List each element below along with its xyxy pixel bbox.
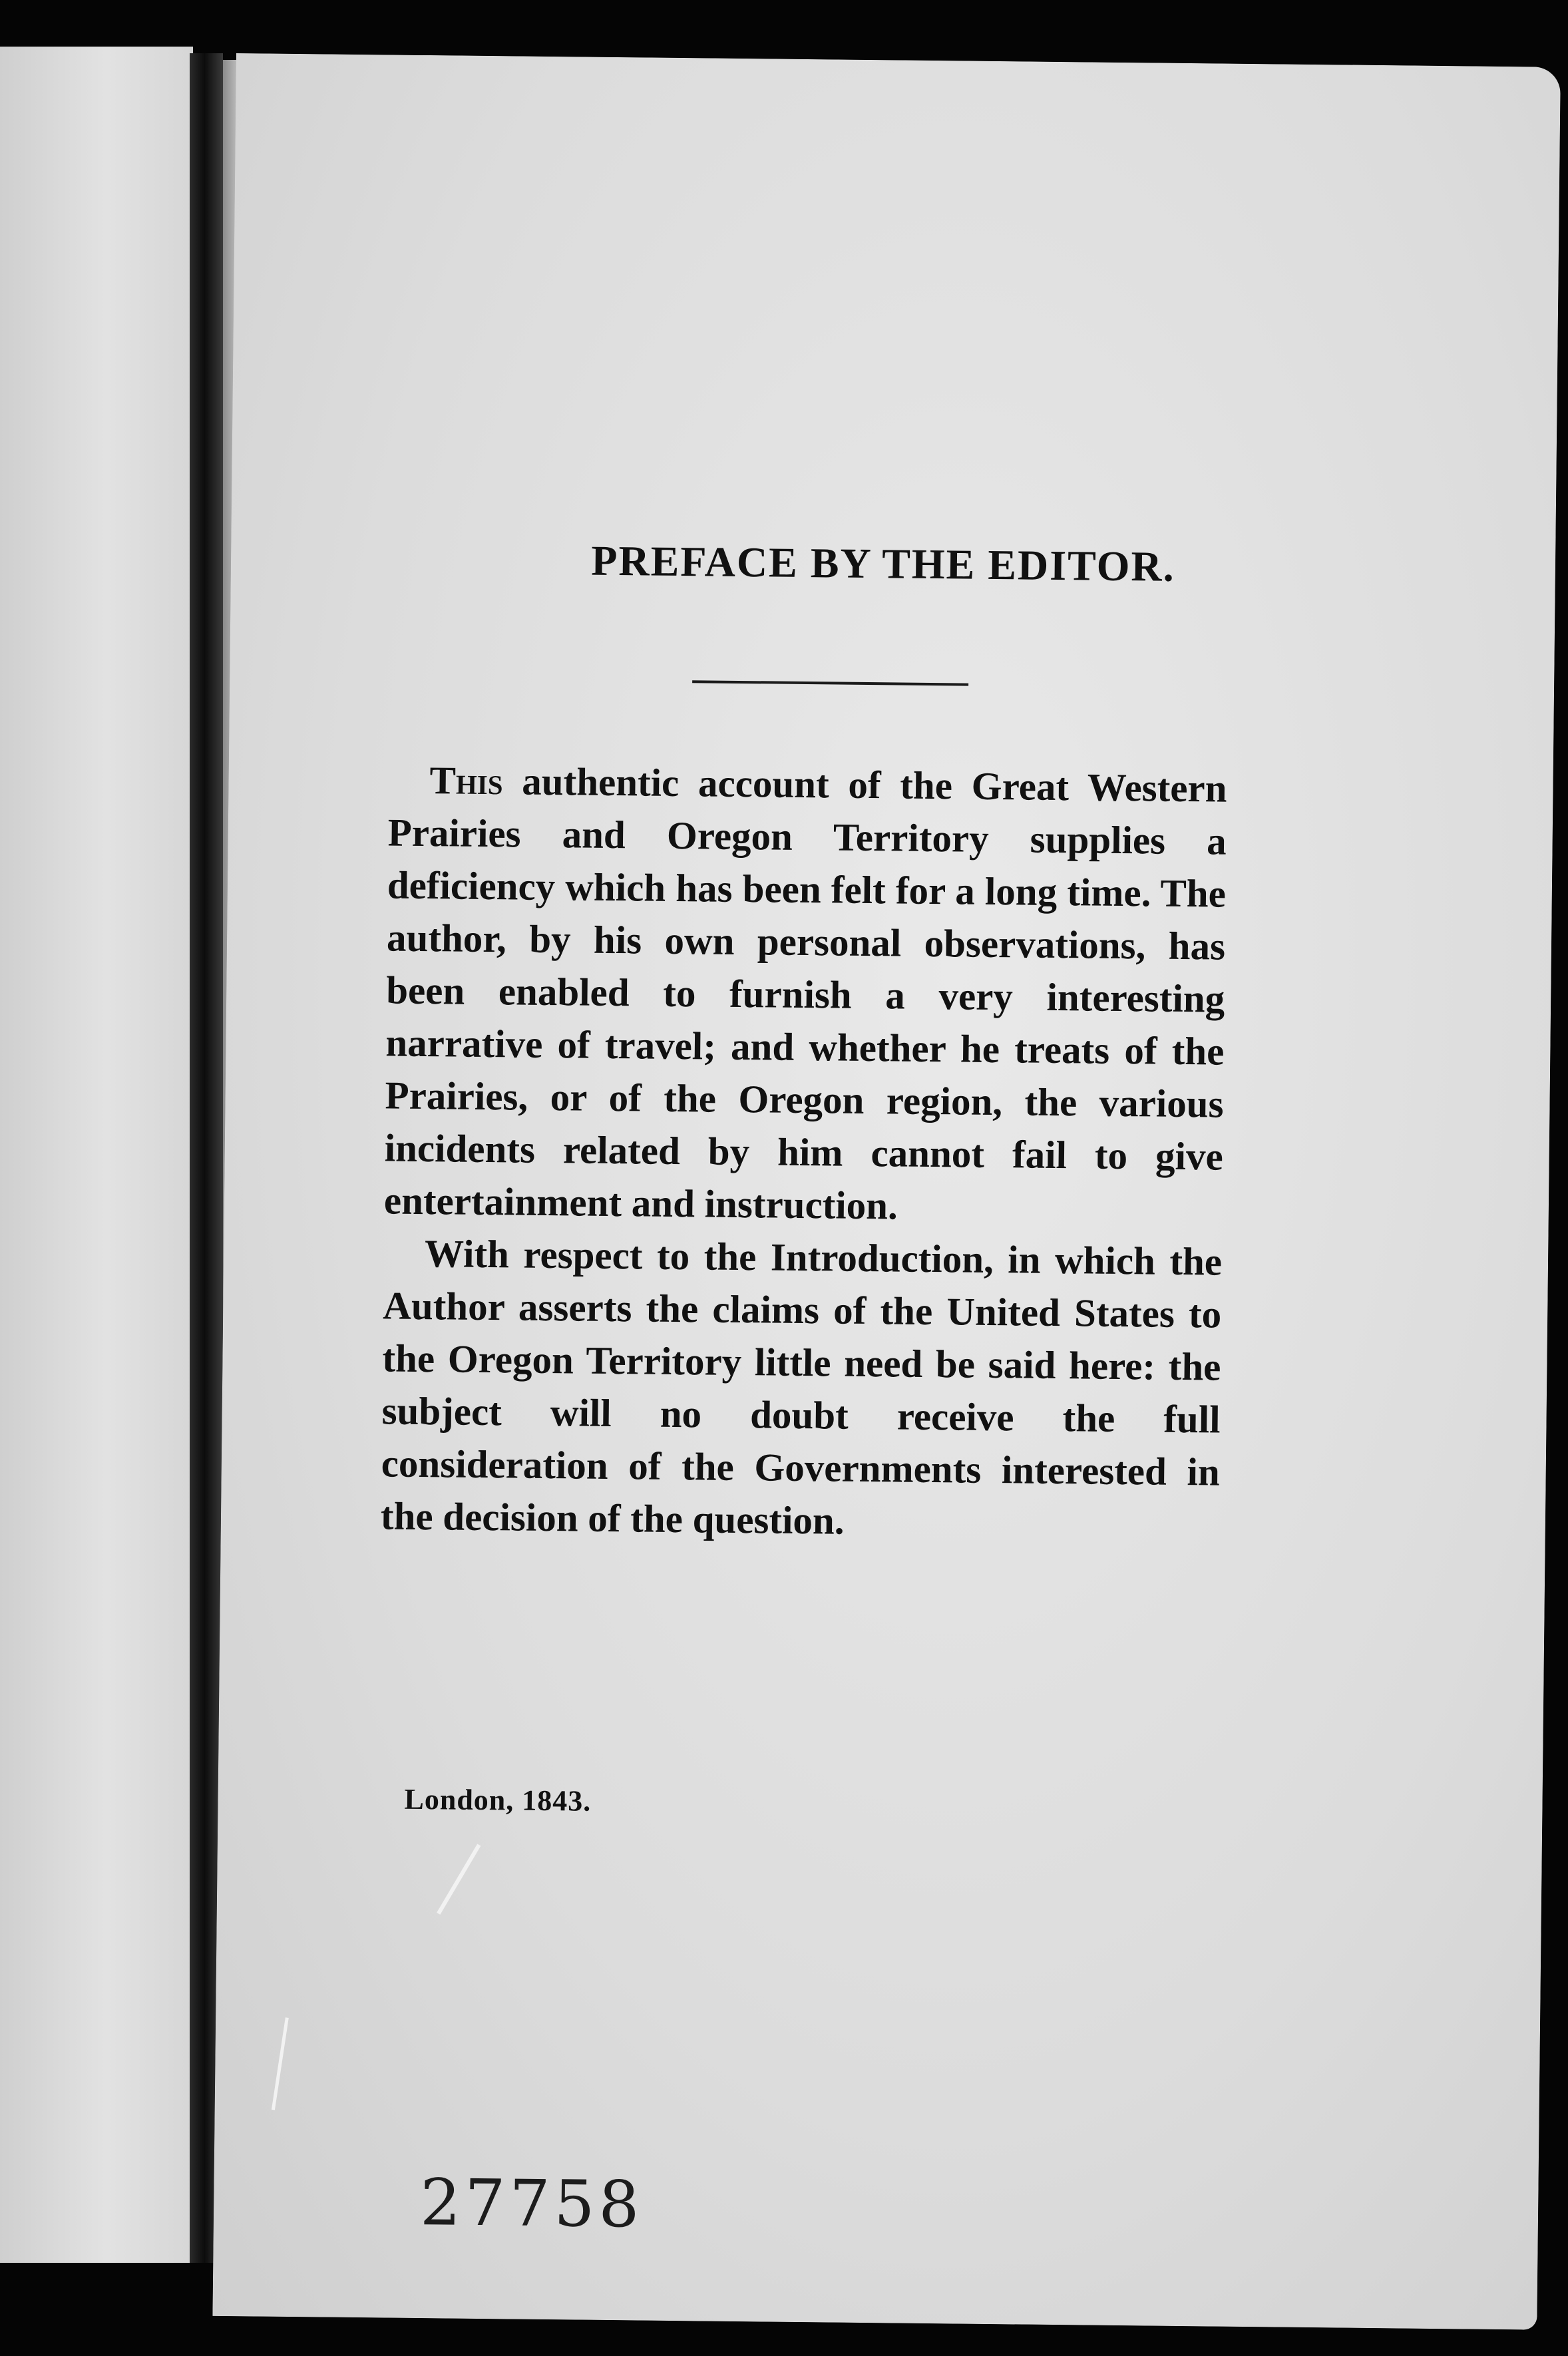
book-page	[212, 53, 1560, 2330]
library-stamp-number: 27758	[419, 2165, 644, 2242]
paper-scratch	[437, 1844, 481, 1914]
paragraph-2: With respect to the Introduction, in which the Author asserts the claims of the United States to the Oregon Territory little need be said here: the subject will no doubt receive the full consideration of the Governments interested in the decision of the question.	[380, 1231, 1223, 1543]
paragraph-1-text: authentic account of the Great Western Prairies and Oregon Territory supplies a deficiency which has been felt for a long time. The author, by his own personal observations, has been enabled to furnish a very interesting narrative of travel; and whether he treats of the Prairies, or of the Oregon region, the various incidents related by him cannot fail to give entertainment and instruction.	[383, 759, 1227, 1228]
page-title: PREFACE BY THE EDITOR.	[591, 536, 1176, 590]
paper-scratch	[272, 2017, 289, 2110]
title-rule	[692, 680, 968, 686]
preface-body	[381, 753, 1227, 1551]
dateline: London, 1843.	[404, 1782, 592, 1818]
paragraph-1	[384, 753, 1227, 1235]
facing-page-edge	[0, 47, 193, 2263]
paragraph-1-lead: This	[429, 758, 503, 803]
